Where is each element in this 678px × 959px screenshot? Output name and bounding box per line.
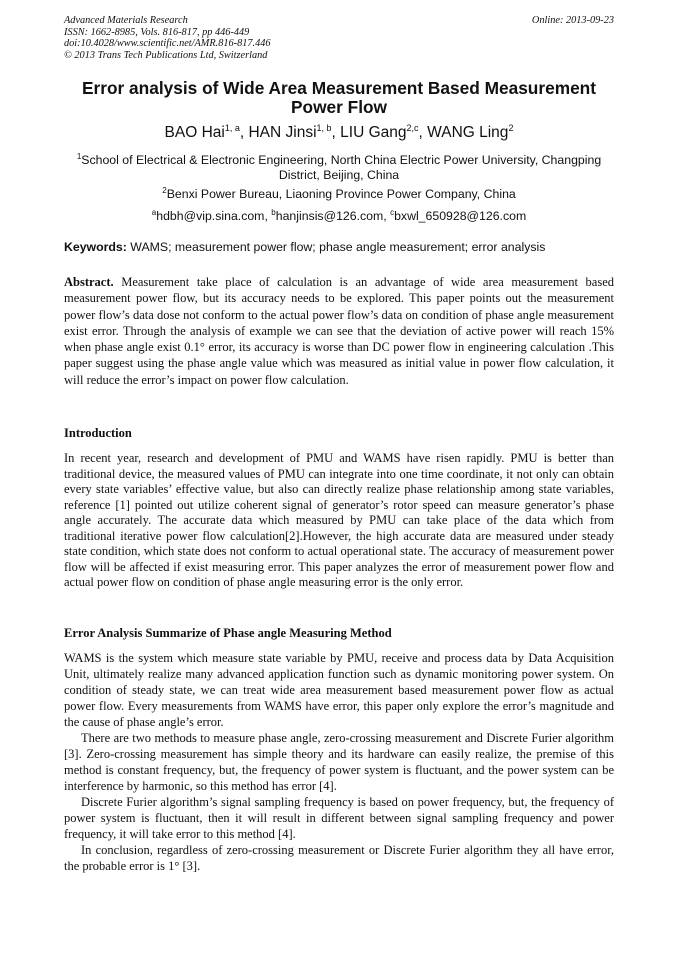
author-name: LIU Gang	[340, 124, 407, 142]
keywords-label: Keywords:	[64, 240, 127, 254]
affiliation-1	[64, 150, 614, 182]
author-sup: 1, b	[316, 123, 332, 133]
section-heading: Introduction	[64, 426, 132, 440]
aff-sup: 1	[76, 152, 82, 161]
email-sup: b	[271, 208, 276, 217]
email: hdbh@vip.sina.com	[156, 209, 265, 224]
author-list: BAO Hai$^{1, a}$, HAN Jinsi$^{1, b}$, LIU Gang$^{2,c}$, WANG Ling$^2$	[164, 123, 514, 142]
affiliation-2	[64, 184, 614, 202]
keywords-text: WAMS; measurement power flow; phase angle measurement; error analysis	[126, 240, 546, 254]
author-sup: 2,c	[406, 123, 419, 133]
email: hanjinsis@126.com	[275, 209, 384, 224]
journal-name: Advanced Materials Research	[64, 15, 188, 26]
doi: doi:10.4028/www.scientific.net/AMR.816-817.446	[64, 38, 271, 50]
aff-sup: 2	[162, 186, 167, 195]
section-body	[64, 650, 614, 874]
author-name: HAN Jinsi	[248, 124, 317, 142]
paragraph: There are two methods to measure phase angle, zero-crossing measurement and Discrete Furier algorithm [3]. Zero-crossing measurement has simple theory and its hardware can easily realize, the premise of this method is constant frequency, but, the frequency of power system is fluctuant, and the power system can be interference by harmonic, so this method has error [4].	[64, 731, 614, 793]
abstract	[64, 274, 614, 388]
keywords	[64, 240, 545, 254]
email: bxwl_650928@126.com	[394, 209, 527, 224]
author-sup: 2	[508, 123, 514, 133]
author-name: BAO Hai	[164, 124, 225, 142]
aff-text: School of Electrical & Electronic Engineering, North China Electric Power University, Changping District, Beijing, China	[81, 153, 602, 182]
section-body	[64, 451, 614, 591]
paragraph: Discrete Furier algorithm’s signal sampling frequency is based on power frequency, but, the frequency of power system is fluctuant, then it will result in different between signal sampling frequency and power frequency, it will take error to this method [4].	[64, 795, 614, 841]
email-sup: c	[390, 208, 395, 217]
abstract-text: Measurement take place of calculation is an advantage of wide area measurement based measurement power flow, but its accuracy needs to be explored. This paper points out the measurement power flow’s data dose not conform to the actual power flow’s data on condition of phase angle measurement exist error. Through the analysis of example we can see that the deviation of active power will reach 15% when phase angle exist 0.1° error, its accuracy is worse than DC power flow in engineering calculation .This paper suggest using the phase angle value which was measured as initial value in power flow calculation, it will reduce the error’s impact on power flow calculation.	[64, 275, 614, 387]
author-name: WANG Ling	[427, 124, 509, 142]
copyright: © 2013 Trans Tech Publications Ltd, Switzerland	[64, 50, 268, 62]
online-date: Online: 2013-09-23	[531, 15, 614, 26]
abstract-label: Abstract.	[64, 275, 114, 289]
journal-info	[64, 15, 271, 62]
author-sup: 1, a	[224, 123, 240, 133]
email-sup: a	[151, 208, 157, 217]
issn: ISSN: 1662-8985, Vols. 816-817, pp 446-449	[64, 26, 250, 38]
paragraph: In recent year, research and development of PMU and WAMS have risen rapidly. PMU is better than traditional device, the measured values of PMU can integrate into one time coordinate, it not only can obtain every state variables’ effective value, but also can directly realize phase relationship among state variables, reference [1] pointed out utilize coherent signal of generator’s rotor speed can measure generator’s phase angle accurately. The accurate data which measured by PMU can take place of the data which from traditional iterative power flow calculation[2].However, the high accurate data are measured under steady state condition, which state does not conform to actual operational state. The accuracy of measurement power flow will be affected if exist measuring error. This paper analyzes the error of measurement power flow and actual power flow on condition of phase angle measuring error is the only error.	[64, 451, 614, 589]
paragraph: WAMS is the system which measure state variable by PMU, receive and process data by Data Acquisition Unit, ultimately realize many advanced application function such as dynamic monitoring power system. On condition of steady state, we can treat wide area measurement based measurement power flow as actual power flow. Every measurements from WAMS have error, this paper only explore the error’s magnitude and the cause of phase angle’s error.	[64, 651, 614, 729]
section-heading: Error Analysis Summarize of Phase angle Measuring Method	[64, 626, 392, 640]
paragraph: In conclusion, regardless of zero-crossing measurement or Discrete Furier algorithm they all have error, the probable error is 1° [3].	[64, 843, 614, 873]
paper-title: Error analysis of Wide Area Measurement Based Measurement Power Flow	[82, 78, 596, 117]
email-list: $^a$hdbh@vip.sina.com, $^b$hanjinsis@126.com, $^c$bxwl_650928@126.com	[151, 208, 527, 224]
aff-text: Benxi Power Bureau, Liaoning Province Power Company, China	[166, 187, 516, 202]
